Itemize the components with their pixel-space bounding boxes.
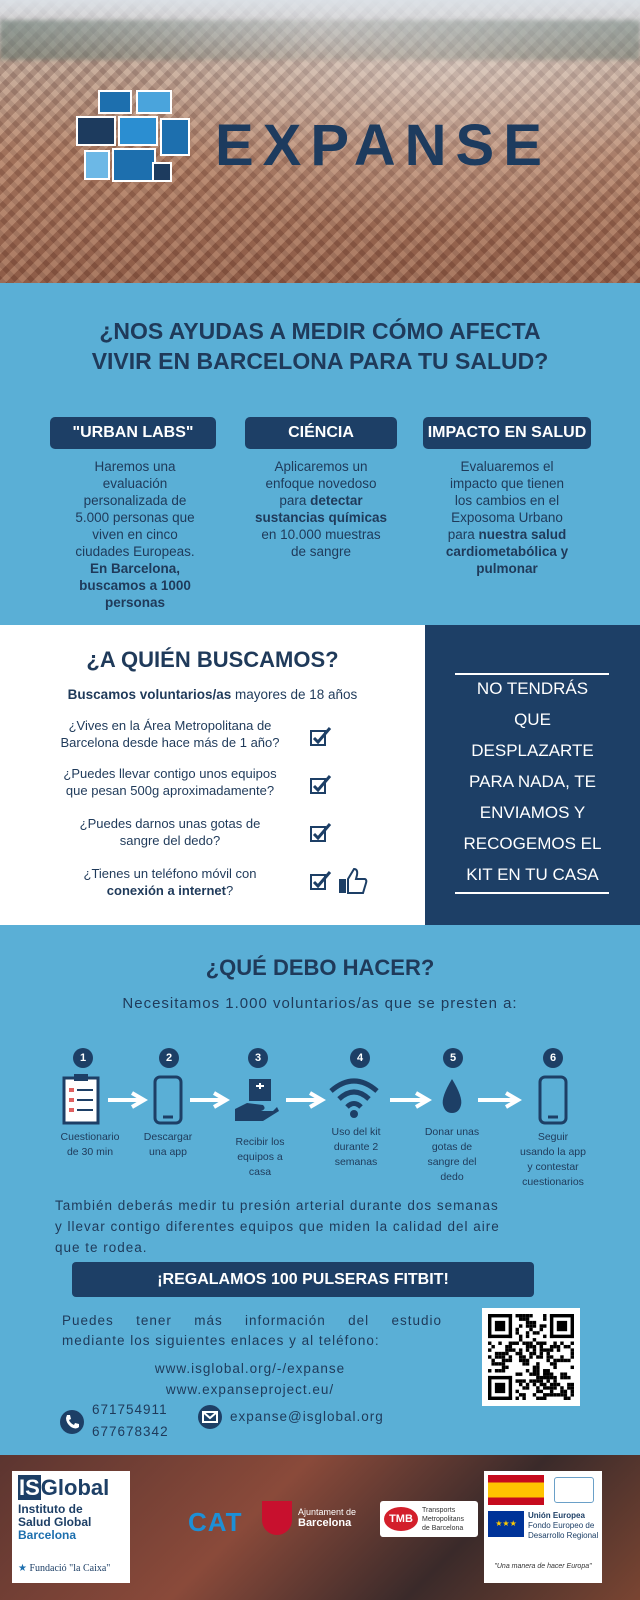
link-isglobal[interactable]: www.isglobal.org/-/expanse (154, 1361, 346, 1376)
blood-drop-icon (439, 1077, 465, 1115)
ciencia-text: Aplicaremos un enfoque novedoso para detectar sustancias químicas en 10.000 muestras de sangre (254, 459, 388, 559)
clipboard-icon (62, 1073, 102, 1125)
what-to-do-section (0, 925, 640, 1455)
step-label-descargar: Descargar una app (143, 1131, 193, 1158)
step-number: 5 (443, 1048, 463, 1068)
question-equipos: ¿Puedes llevar contigo unos equipos que pesan 500g aproximadamente? (63, 766, 277, 798)
fundacio-la-caixa: ★ Fundació "la Caixa" (18, 1563, 111, 1574)
receive-package-icon (233, 1075, 281, 1123)
step-number: 2 (159, 1048, 179, 1068)
skyline-hills (0, 20, 640, 60)
ministry-emblem-icon (554, 1477, 594, 1503)
smartphone-icon (153, 1075, 183, 1125)
brand-name: EXPANSE (215, 113, 551, 178)
isglobal-wordmark: ISGlobal (19, 1475, 110, 1500)
arrow-right-icon (188, 1090, 230, 1110)
smartphone-icon (538, 1075, 568, 1125)
step-number: 3 (248, 1048, 268, 1068)
fitbit-banner: ¡REGALAMOS 100 PULSERAS FITBIT! (72, 1262, 534, 1297)
qr-code-image (488, 1314, 574, 1400)
phone-icon (60, 1410, 84, 1434)
headline-line-1: ¿NOS AYUDAS A MEDIR CÓMO AFECTA (99, 318, 541, 344)
email-address[interactable]: expanse@isglobal.org (230, 1409, 384, 1424)
step-label-recibir: Recibir los equipos a casa (235, 1136, 285, 1178)
isglobal-logo (12, 1471, 130, 1583)
checkbox-checked-icon (310, 871, 332, 891)
impacto-text: Evaluaremos el impacto que tienen los cambios en el Exposoma Urbano para nuestra salud cardiometabólica y pulmonar (445, 459, 569, 576)
also-text: También deberás medir tu presión arterial durante dos semanas y llevar contigo diferentes equipos que miden la calidad del aire que te rodea. (55, 1198, 500, 1255)
tmb-logo: TMB Transports Metropolitans de Barcelona (380, 1501, 478, 1537)
no-travel-panel (425, 625, 640, 925)
eu-flag-icon: ★★★ (488, 1511, 524, 1537)
step-number: 6 (543, 1048, 563, 1068)
thumbs-up-icon (338, 867, 368, 895)
who-title: ¿A QUIÉN BUSCAMOS? (86, 647, 339, 672)
hero-banner (0, 0, 640, 283)
step-label-seguir: Seguir usando la app y contestar cuestionarios (520, 1131, 586, 1188)
question-sangre: ¿Puedes darnos unas gotas de sangre del dedo? (79, 816, 261, 848)
question-telefono: ¿Tienes un teléfono móvil con conexión a internet? (83, 866, 257, 898)
urban-labs-text: Haremos una evaluación personalizada de 5.000 personas que viven en cinco ciudades Europeas. En Barcelona, buscamos a 1000 personas (75, 459, 195, 610)
wifi-icon (328, 1077, 380, 1119)
checkbox-checked-icon (310, 727, 332, 747)
step-label-donar: Donar unas gotas de sangre del dedo (424, 1126, 480, 1183)
todo-need: Necesitamos 1.000 voluntarios/as que se presten a: (122, 995, 518, 1012)
union-europea-logo: ★★★ Unión Europea Fondo Europeo de Desarrollo Regional "Una manera de hacer Europa" (484, 1471, 602, 1583)
intro-headline (0, 316, 640, 376)
phone-numbers (92, 1399, 169, 1443)
email-icon (198, 1405, 222, 1429)
ajuntament-barcelona-logo: Ajuntament de Barcelona (298, 1507, 357, 1529)
step-number: 4 (350, 1048, 370, 1068)
intro-section (0, 283, 640, 625)
sponsors-footer (0, 1455, 640, 1600)
arrow-right-icon (476, 1090, 522, 1110)
arrow-right-icon (388, 1090, 432, 1110)
step-label-cuestionario: Cuestionario de 30 min (60, 1131, 120, 1158)
checkbox-checked-icon (310, 823, 332, 843)
phone-number-1[interactable]: 671754911 (92, 1402, 168, 1417)
pill-ciencia: CIÉNCIA (245, 417, 397, 449)
who-section (0, 625, 640, 925)
phone-number-2[interactable]: 677678342 (92, 1424, 169, 1439)
who-subtitle: Buscamos voluntarios/as mayores de 18 años (67, 687, 358, 702)
panel-divider-bottom (455, 892, 609, 894)
expanse-logo-icon (76, 90, 196, 190)
checkbox-checked-icon (310, 775, 332, 795)
step-label-uso-kit: Uso del kit durante 2 semanas (331, 1126, 381, 1168)
arrow-right-icon (106, 1090, 148, 1110)
panel-text: NO TENDRÁS QUE DESPLAZARTE PARA NADA, TE ENVIAMOS Y RECOGEMOS EL KIT EN TU CASA (463, 679, 602, 884)
pill-urban-labs: "URBAN LABS" (50, 417, 216, 449)
pill-impacto-salud: IMPACTO EN SALUD (423, 417, 591, 449)
cat-logo: CAT (188, 1507, 243, 1537)
link-expanseproject[interactable]: www.expanseproject.eu/ (165, 1382, 335, 1397)
qr-code[interactable] (482, 1308, 580, 1406)
spain-flag-icon (488, 1475, 544, 1505)
step-number: 1 (73, 1048, 93, 1068)
question-area-metropolitana: ¿Vives en la Área Metropolitana de Barcelona desde hace más de 1 año? (60, 718, 280, 750)
headline-line-2: VIVIR EN BARCELONA PARA TU SALUD? (91, 348, 549, 374)
more-info-text: Puedes tener más información del estudio mediante los siguientes enlaces y al teléfono: (62, 1313, 442, 1348)
isglobal-subtitle: Instituto de Salud Global Barcelona (18, 1502, 92, 1542)
arrow-right-icon (284, 1090, 326, 1110)
ajuntament-shield-icon (262, 1501, 292, 1535)
todo-title: ¿QUÉ DEBO HACER? (205, 955, 435, 980)
